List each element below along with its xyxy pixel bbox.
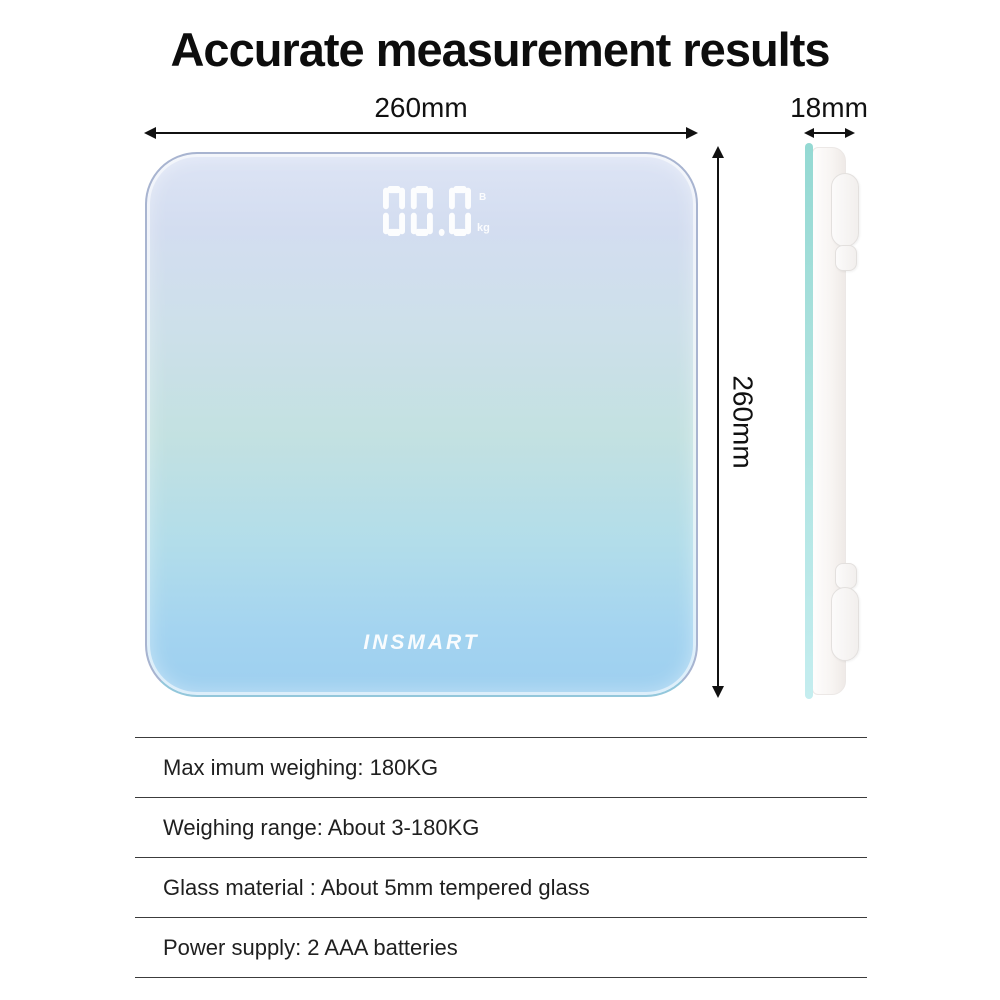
scale-top-view — [145, 152, 698, 697]
spec-table — [135, 737, 867, 978]
spec-row-max-weighing: Max imum weighing: 180KG — [135, 737, 867, 797]
display-digits — [383, 186, 471, 236]
dimension-height-label: 260mm — [727, 375, 759, 469]
dimension-thickness-label: 18mm — [790, 92, 868, 123]
arrow-right-icon — [845, 128, 855, 138]
spec-row-glass-material: Glass material : About 5mm tempered glass — [135, 857, 867, 917]
scale-display — [383, 186, 513, 242]
dimension-thickness-line — [812, 132, 846, 134]
display-unit-kg: kg — [477, 222, 490, 234]
arrow-right-icon — [686, 127, 698, 139]
dimension-width-line — [154, 132, 688, 134]
scale-side-view — [805, 143, 865, 699]
arrow-down-icon — [712, 686, 724, 698]
display-unit-top: B — [479, 192, 487, 203]
spec-row-power-supply: Power supply: 2 AAA batteries — [135, 917, 867, 977]
spec-row-weighing-range: Weighing range: About 3-180KG — [135, 797, 867, 857]
page-title: Accurate measurement results — [170, 23, 830, 76]
glass-edge — [805, 143, 813, 699]
dimension-width-label: 260mm — [374, 92, 468, 123]
side-foot-top — [831, 173, 859, 247]
side-foot-bottom-tab — [835, 563, 857, 589]
dimension-height-line — [717, 156, 719, 686]
side-foot-bottom — [831, 587, 859, 661]
side-foot-top-tab — [835, 245, 857, 271]
brand-logo: INSMART — [363, 631, 480, 654]
